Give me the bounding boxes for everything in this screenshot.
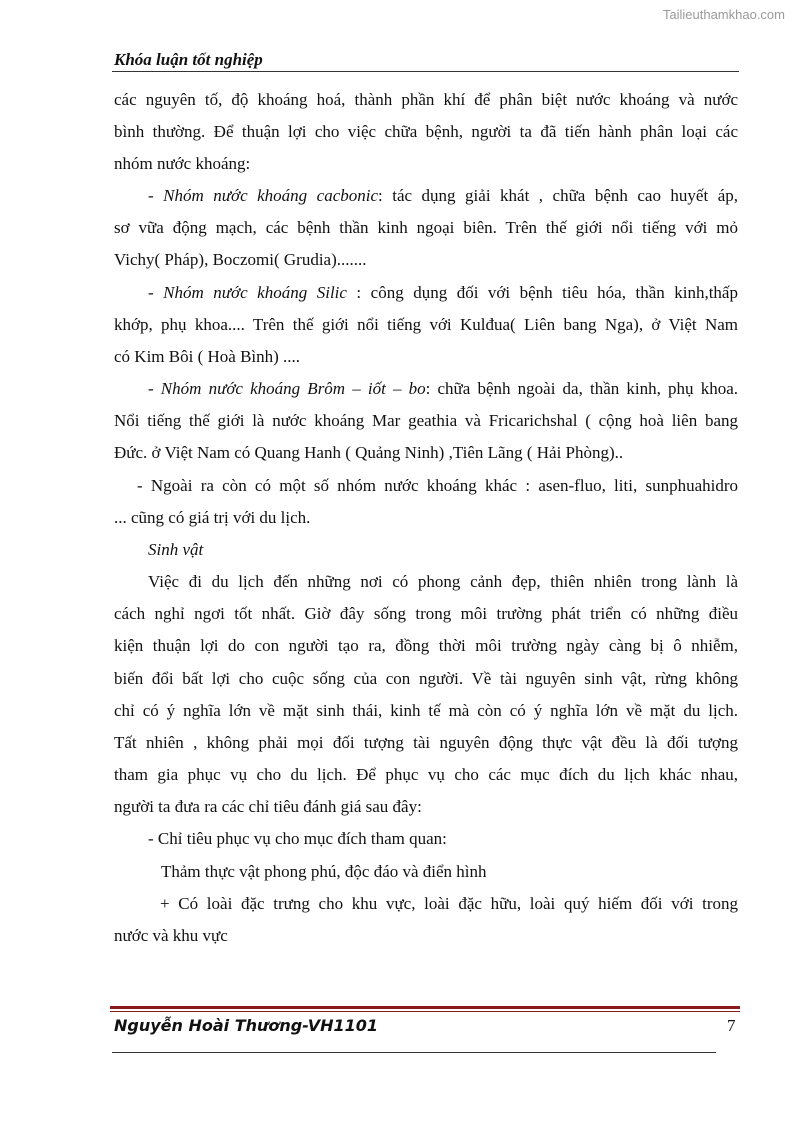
- text-line: cách nghỉ ngơi tốt nhất. Giờ đây sống trong môi trường phát triển có những điều: [114, 604, 738, 623]
- text-line: nước và khu vực: [114, 926, 228, 945]
- text-line: bình thường. Để thuận lợi cho việc chữa bệnh, người ta đã tiến hành phân loại các: [114, 122, 738, 141]
- text-line: khớp, phụ khoa.... Trên thế giới nổi tiếng với Kulđua( Liên bang Nga), ở Việt Nam: [114, 315, 738, 334]
- text-line: biến đổi bất lợi cho cuộc sống của con người. Về tài nguyên sinh vật, rừng không: [114, 669, 738, 688]
- text-line: [148, 185, 738, 207]
- footer-rule-thin: [110, 1011, 740, 1012]
- footer-bottom-rule: [112, 1052, 716, 1053]
- text-line: ... cũng có giá trị với du lịch.: [114, 508, 311, 527]
- text-line: [148, 282, 738, 304]
- text-line: Thảm thực vật phong phú, độc đáo và điển hình: [161, 862, 487, 881]
- text-line: Nổi tiếng thế giới là nước khoáng Mar geathia và Fricarichshal ( cộng hoà liên bang: [114, 411, 738, 430]
- text-line: chỉ có ý nghĩa lớn về mặt sinh thái, kinh tế mà còn có ý nghĩa lớn về mặt du lịch.: [114, 701, 738, 720]
- text-fragment: : công dụng đối với bệnh tiêu hóa, thần kinh,thấp: [346, 283, 738, 302]
- footer-author: Nguyễn Hoài Thương-VH1101: [114, 1016, 379, 1035]
- text-line: tham gia phục vụ cho du lịch. Để phục vụ cho các mục đích du lịch khác nhau,: [114, 765, 738, 784]
- text-line: - Chỉ tiêu phục vụ cho mục đích tham quan:: [148, 829, 447, 848]
- text-line: các nguyên tố, độ khoáng hoá, thành phần khí để phân biệt nước khoáng và nước: [114, 90, 738, 109]
- italic-term: Nhóm nước khoáng cacbonic: [163, 186, 379, 205]
- list-dash: -: [148, 283, 164, 302]
- text-line: Đức. ở Việt Nam có Quang Hanh ( Quảng Ninh) ,Tiên Lãng ( Hải Phòng)..: [114, 443, 624, 462]
- text-line: nhóm nước khoáng:: [114, 154, 251, 173]
- text-fragment: : chữa bệnh ngoài da, thần kinh, phụ khoa.: [425, 379, 738, 398]
- list-dash: -: [148, 186, 164, 205]
- text-line: có Kim Bôi ( Hoà Bình) ....: [114, 347, 301, 366]
- footer-rule: [110, 1006, 740, 1009]
- page-header-title: Khóa luận tốt nghiệp: [114, 50, 263, 69]
- text-line: + Có loài đặc trưng cho khu vực, loài đặc hữu, loài quý hiếm đối với trong: [160, 894, 738, 913]
- watermark: Tailieuthamkhao.com: [662, 7, 785, 22]
- italic-term: Nhóm nước khoáng Silic: [163, 283, 347, 302]
- text-line: kiện thuận lợi do con người tạo ra, đồng thời môi trường ngày càng bị ô nhiễm,: [114, 636, 738, 655]
- text-line: Việc đi du lịch đến những nơi có phong cảnh đẹp, thiên nhiên trong lành là: [148, 572, 738, 591]
- section-heading: Sinh vật: [148, 540, 204, 559]
- text-line: người ta đưa ra các chỉ tiêu đánh giá sau đây:: [114, 797, 422, 816]
- text-line: - Ngoài ra còn có một số nhóm nước khoáng khác : asen-fluo, liti, sunphuahidro: [137, 476, 738, 495]
- text-fragment: : tác dụng giải khát , chữa bệnh cao huyết áp,: [378, 186, 738, 205]
- text-line: sơ vữa động mạch, các bệnh thần kinh ngoại biên. Trên thế giới nổi tiếng với mỏ: [114, 218, 738, 237]
- text-line: [148, 378, 738, 400]
- text-line: Vichy( Pháp), Boczomi( Grudia).......: [114, 250, 367, 269]
- text-line: Tất nhiên , không phải mọi đối tượng tài nguyên động thực vật đều là đối tượng: [114, 733, 738, 752]
- italic-term: - Nhóm nước khoáng Brôm – iốt – bo: [148, 379, 426, 398]
- page-number: 7: [727, 1016, 736, 1035]
